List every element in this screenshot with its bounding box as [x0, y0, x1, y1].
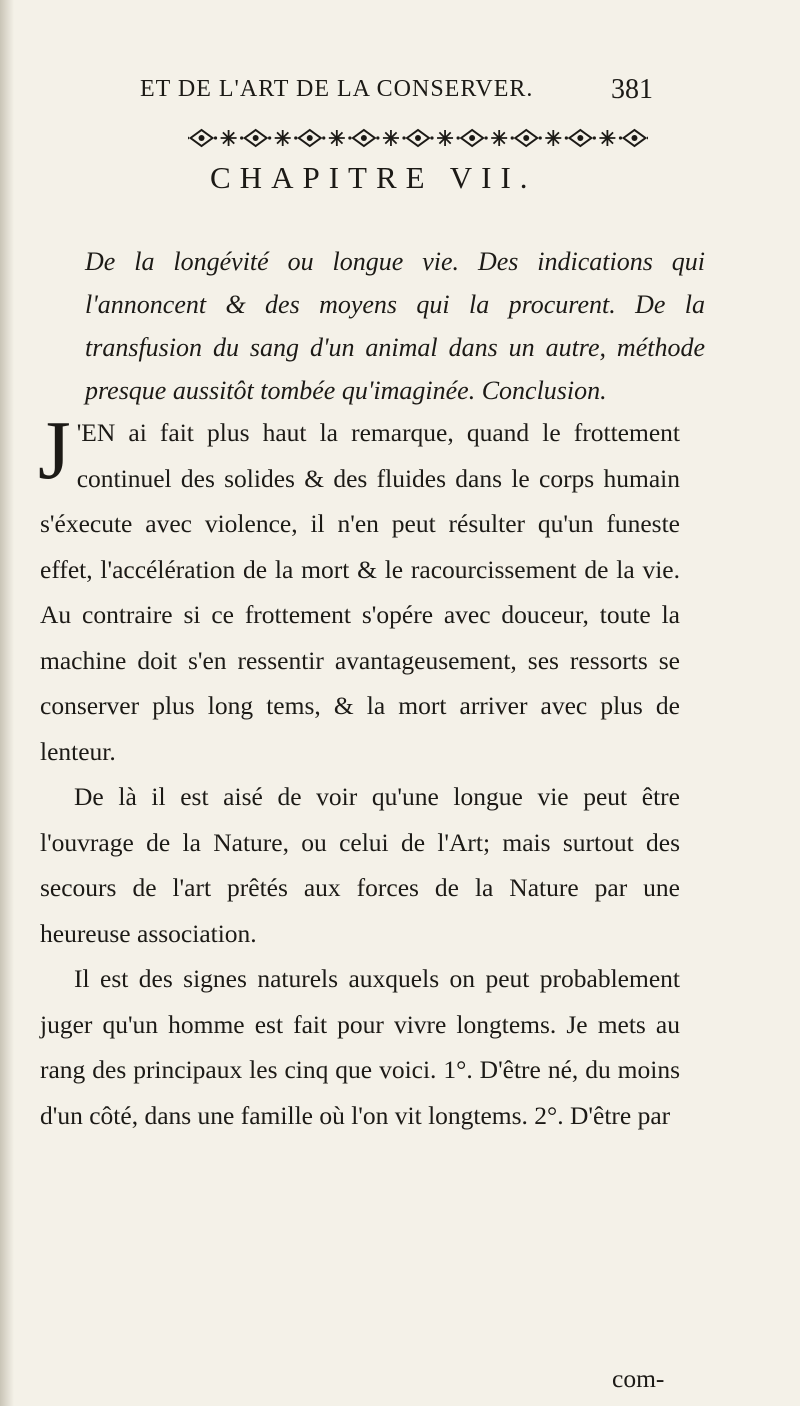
diamond-flower-icon: [619, 130, 648, 146]
diamond-flower-icon: [240, 130, 271, 146]
diamond-flower-icon: [294, 130, 325, 146]
diamond-flower-icon: [348, 130, 379, 146]
asterisk-icon: [275, 130, 291, 146]
paragraph-text: ai fait plus haut la remarque, quand le frottement continuel des solides & des fluides dans le corps humain s'éxecute avec violence, il n'en peut résulter qu'un funeste effet, l'accélération de la mort & le racourcissement de la vie. Au contraire si ce frottement s'opére avec douceur, toute la machine doit s'en ressentir avantageusement, ses ressorts se conserver plus long tems, & la mort arriver avec plus de lenteur.: [40, 418, 680, 766]
asterisk-icon: [437, 130, 453, 146]
paragraph: [38, 404, 680, 774]
chapter-title: CHAPITRE VII.: [210, 160, 537, 195]
asterisk-icon: [221, 130, 237, 146]
asterisk-icon: [545, 130, 561, 146]
decorative-ornament-band: [188, 124, 648, 152]
asterisk-icon: [599, 130, 615, 146]
asterisk-icon: [491, 130, 507, 146]
page-number: 381: [611, 74, 653, 105]
asterisk-icon: [383, 130, 399, 146]
diamond-flower-icon: [565, 130, 596, 146]
diamond-flower-icon: [511, 130, 542, 146]
catchword: com-: [612, 1364, 665, 1393]
diamond-flower-icon: [457, 130, 488, 146]
body-text: [38, 404, 680, 1138]
page-gutter-shadow: [0, 0, 14, 1406]
drop-cap: J: [38, 404, 71, 497]
first-word: 'EN: [76, 418, 116, 447]
diamond-flower-icon: [402, 130, 433, 146]
asterisk-icon: [329, 130, 345, 146]
chapter-summary: De la longévité ou longue vie. Des indications qui l'annoncent & des moyens qui la procurent. De la transfusion du sang d'un animal dans un autre, méthode presque aussitôt tombée qu'imaginée. Conclusion.: [85, 247, 705, 405]
paragraph: Il est des signes naturels auxquels on peut probablement juger qu'un homme est fait pour vivre longtems. Je mets au rang des principaux les cinq que voici. 1°. D'être né, du moins d'un côté, dans une famille où l'on vit longtems. 2°. D'être par: [40, 964, 680, 1130]
paragraph: De là il est aisé de voir qu'une longue vie peut être l'ouvrage de la Nature, ou celui de l'Art; mais surtout des secours de l'art prêtés aux forces de la Nature par une heureuse association.: [40, 782, 680, 948]
diamond-flower-icon: [188, 130, 217, 146]
running-head: ET DE L'ART DE LA CONSERVER.: [140, 76, 534, 102]
